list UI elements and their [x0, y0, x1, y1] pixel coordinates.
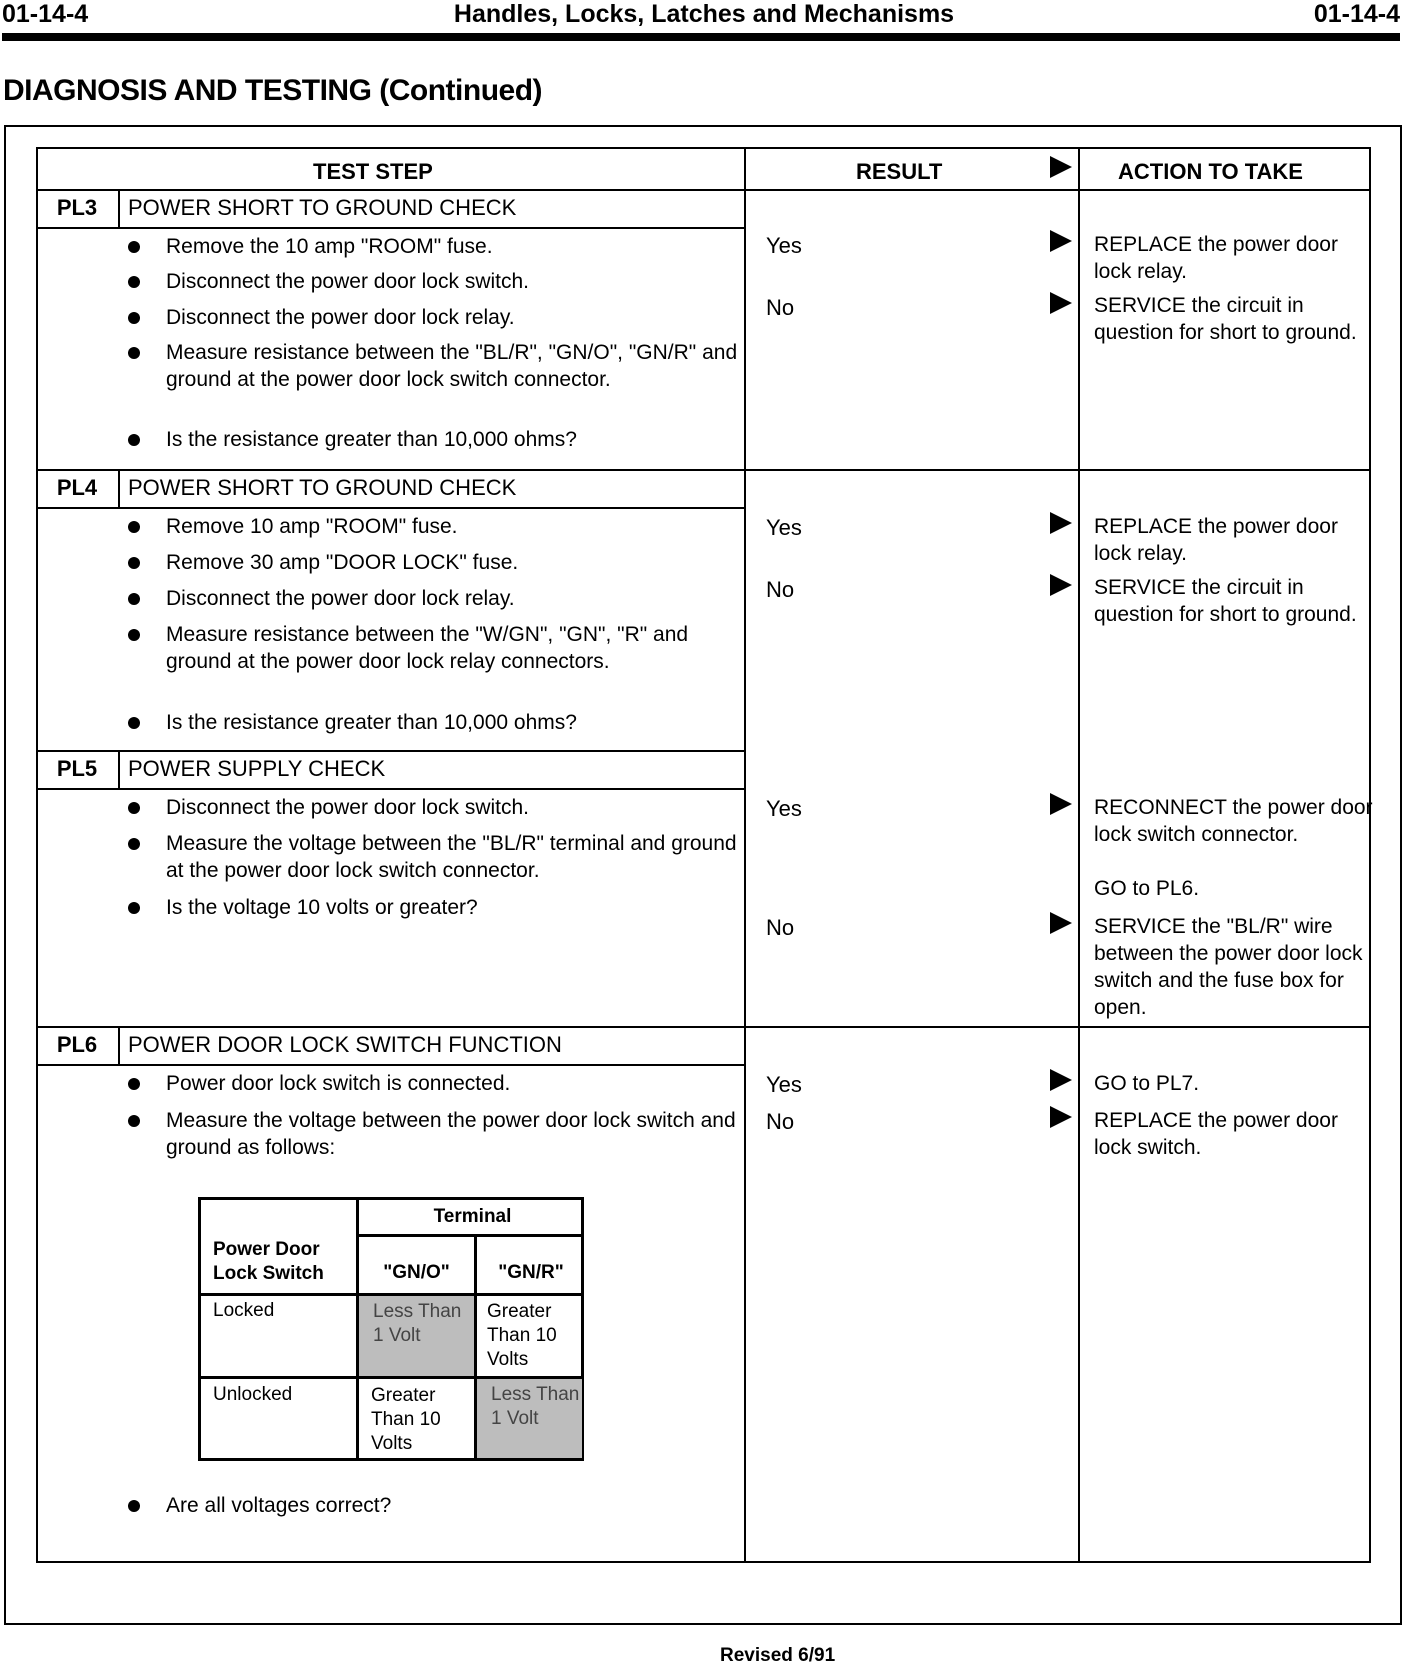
mini-divider — [356, 1234, 581, 1237]
pl5-title-line — [38, 788, 744, 790]
cell-locked-gn-o: Less Than 1 Volt — [359, 1296, 474, 1376]
pl4-title-line — [38, 507, 744, 509]
action-text: SERVICE the circuit in question for short to ground. — [1094, 576, 1357, 626]
action-text: RECONNECT the power door lock switch connector. — [1094, 796, 1373, 846]
step-id-pl5: PL5 — [56, 756, 98, 781]
row-header: Power Door Lock Switch — [213, 1239, 324, 1284]
arrow-icon — [1050, 793, 1072, 815]
pl5-top-line — [38, 750, 744, 752]
result-no: No — [766, 295, 795, 320]
divider-action — [1078, 149, 1080, 1561]
result-yes: Yes — [766, 1072, 802, 1097]
voltage-table — [198, 1197, 584, 1461]
arrow-icon — [1050, 230, 1072, 252]
result-yes: Yes — [766, 515, 802, 540]
id-divider-pl4 — [118, 469, 120, 507]
bullet-icon — [128, 593, 140, 605]
pl3-title-line — [38, 227, 744, 229]
step-title-pl5: POWER SUPPLY CHECK — [128, 756, 386, 781]
bullet-icon — [128, 347, 140, 359]
pl6-top-line — [38, 1026, 1369, 1028]
bullet-icon — [128, 434, 140, 446]
action-text: REPLACE the power door lock relay. — [1094, 233, 1338, 283]
action-text: REPLACE the power door lock relay. — [1094, 515, 1338, 565]
pl6-title-line — [38, 1064, 744, 1066]
bullet-icon — [128, 1115, 140, 1127]
arrow-icon — [1050, 1069, 1072, 1091]
id-divider-pl5 — [118, 750, 120, 788]
header-rule — [2, 33, 1400, 41]
pl4-top-line — [38, 469, 1369, 471]
arrow-icon — [1050, 574, 1072, 596]
arrow-icon — [1050, 912, 1072, 934]
bullet-icon — [128, 902, 140, 914]
terminal-header: Terminal — [433, 1206, 512, 1227]
cell-unlocked-gn-o: Greater Than 10 Volts — [371, 1385, 441, 1454]
col-header-gn-r: "GN/R" — [498, 1262, 564, 1283]
bullet-icon — [128, 241, 140, 253]
step-title-pl3: POWER SHORT TO GROUND CHECK — [128, 195, 517, 220]
arrow-icon — [1050, 1106, 1072, 1128]
id-divider-pl6 — [118, 1026, 120, 1064]
action-text: REPLACE the power door lock switch. — [1094, 1109, 1338, 1159]
arrow-icon — [1050, 512, 1072, 534]
bullet-icon — [128, 276, 140, 288]
bullet-icon — [128, 521, 140, 533]
col-header-result: RESULT — [856, 159, 943, 184]
step-id-pl4: PL4 — [56, 475, 98, 500]
bullet-icon — [128, 629, 140, 641]
col-header-action: ACTION TO TAKE — [1118, 159, 1303, 184]
action-text: SERVICE the circuit in question for short to ground. — [1094, 294, 1357, 344]
action-text: SERVICE the "BL/R" wire between the power door lock switch and the fuse box for open. — [1094, 915, 1363, 1019]
cell-unlocked-gn-r: Less Than 1 Volt — [477, 1379, 582, 1458]
step-id-pl3: PL3 — [56, 195, 98, 220]
row-label-unlocked: Unlocked — [213, 1384, 293, 1405]
page-number-left: 01-14-4 — [2, 0, 89, 28]
header-bottom-line — [38, 189, 1369, 191]
action-text: GO to PL7. — [1094, 1072, 1200, 1095]
arrow-icon — [1050, 292, 1072, 314]
result-no: No — [766, 577, 795, 602]
bullet-icon — [128, 1500, 140, 1512]
id-divider-pl3 — [118, 189, 120, 227]
cell-locked-gn-r: Greater Than 10 Volts — [487, 1301, 557, 1370]
section-title: DIAGNOSIS AND TESTING (Continued) — [3, 74, 543, 107]
result-no: No — [766, 1109, 795, 1134]
bullet-icon — [128, 1078, 140, 1090]
revision-footer: Revised 6/91 — [720, 1645, 836, 1666]
result-no: No — [766, 915, 795, 940]
bullet-icon — [128, 557, 140, 569]
bullet-icon — [128, 717, 140, 729]
bullet-icon — [128, 312, 140, 324]
step-id-pl6: PL6 — [56, 1032, 98, 1057]
step-title-pl4: POWER SHORT TO GROUND CHECK — [128, 475, 517, 500]
action-text: GO to PL6. — [1094, 877, 1200, 900]
arrow-icon — [1050, 156, 1072, 178]
step-title-pl6: POWER DOOR LOCK SWITCH FUNCTION — [128, 1032, 562, 1057]
row-label-locked: Locked — [213, 1300, 275, 1321]
page-title: Handles, Locks, Latches and Mechanisms — [453, 0, 955, 28]
bullet-icon — [128, 838, 140, 850]
col-header-test-step: TEST STEP — [313, 159, 433, 184]
page-number-right: 01-14-4 — [1313, 0, 1400, 28]
bullet-icon — [128, 802, 140, 814]
result-yes: Yes — [766, 796, 802, 821]
diagnosis-table: TEST STEP RESULT ACTION TO TAKE PL3 POWER SHORT TO GROUND CHECK Remove the 10 amp "ROOM" fuse. Disconnect the power door lock switch. Disconnect the power door lock relay. Measure resistance between the "BL/R", "GN/O", "GN/R" and ground at the power door lock switch connector. Is the resistance greater than 10,000 ohms? Yes REPLACE the power door lock relay. No SERVICE the circuit in question for short to ground. PL4 POWER SHORT TO GROUND CHECK Remove 10 amp "ROOM" fuse. Remove 30 amp "DOOR LOCK" fuse. Disconnect the power door lock relay. Measure resistance between the "W/GN", "GN", "R" and ground at the power door lock relay connectors. Is the resistance greater than 10,000 ohms? Yes REPLACE the power door lock relay. No SERVICE the circuit in question for short to ground. PL5 POWER SUPPLY CHECK Disconnect the power door lock switch. Measure the voltage between the "BL/R" terminal and ground at the power door lock switch connector. Is the voltage 10 volts or greater? Yes RECONNECT the power door lock switch connector. GO to PL6. No SERVICE the "BL/R" wire between the power door lock switch and the fuse box for open. PL6 POWER DOOR LOCK SWITCH FUNCTION Power door lock switch is connected. Measure the voltage between the power door lock switch and ground as follows: Are all voltages correct? Yes GO to PL7. No REPLACE the power door lock switch. — [36, 147, 1371, 1563]
result-yes: Yes — [766, 233, 802, 258]
col-header-gn-o: "GN/O" — [383, 1262, 450, 1283]
